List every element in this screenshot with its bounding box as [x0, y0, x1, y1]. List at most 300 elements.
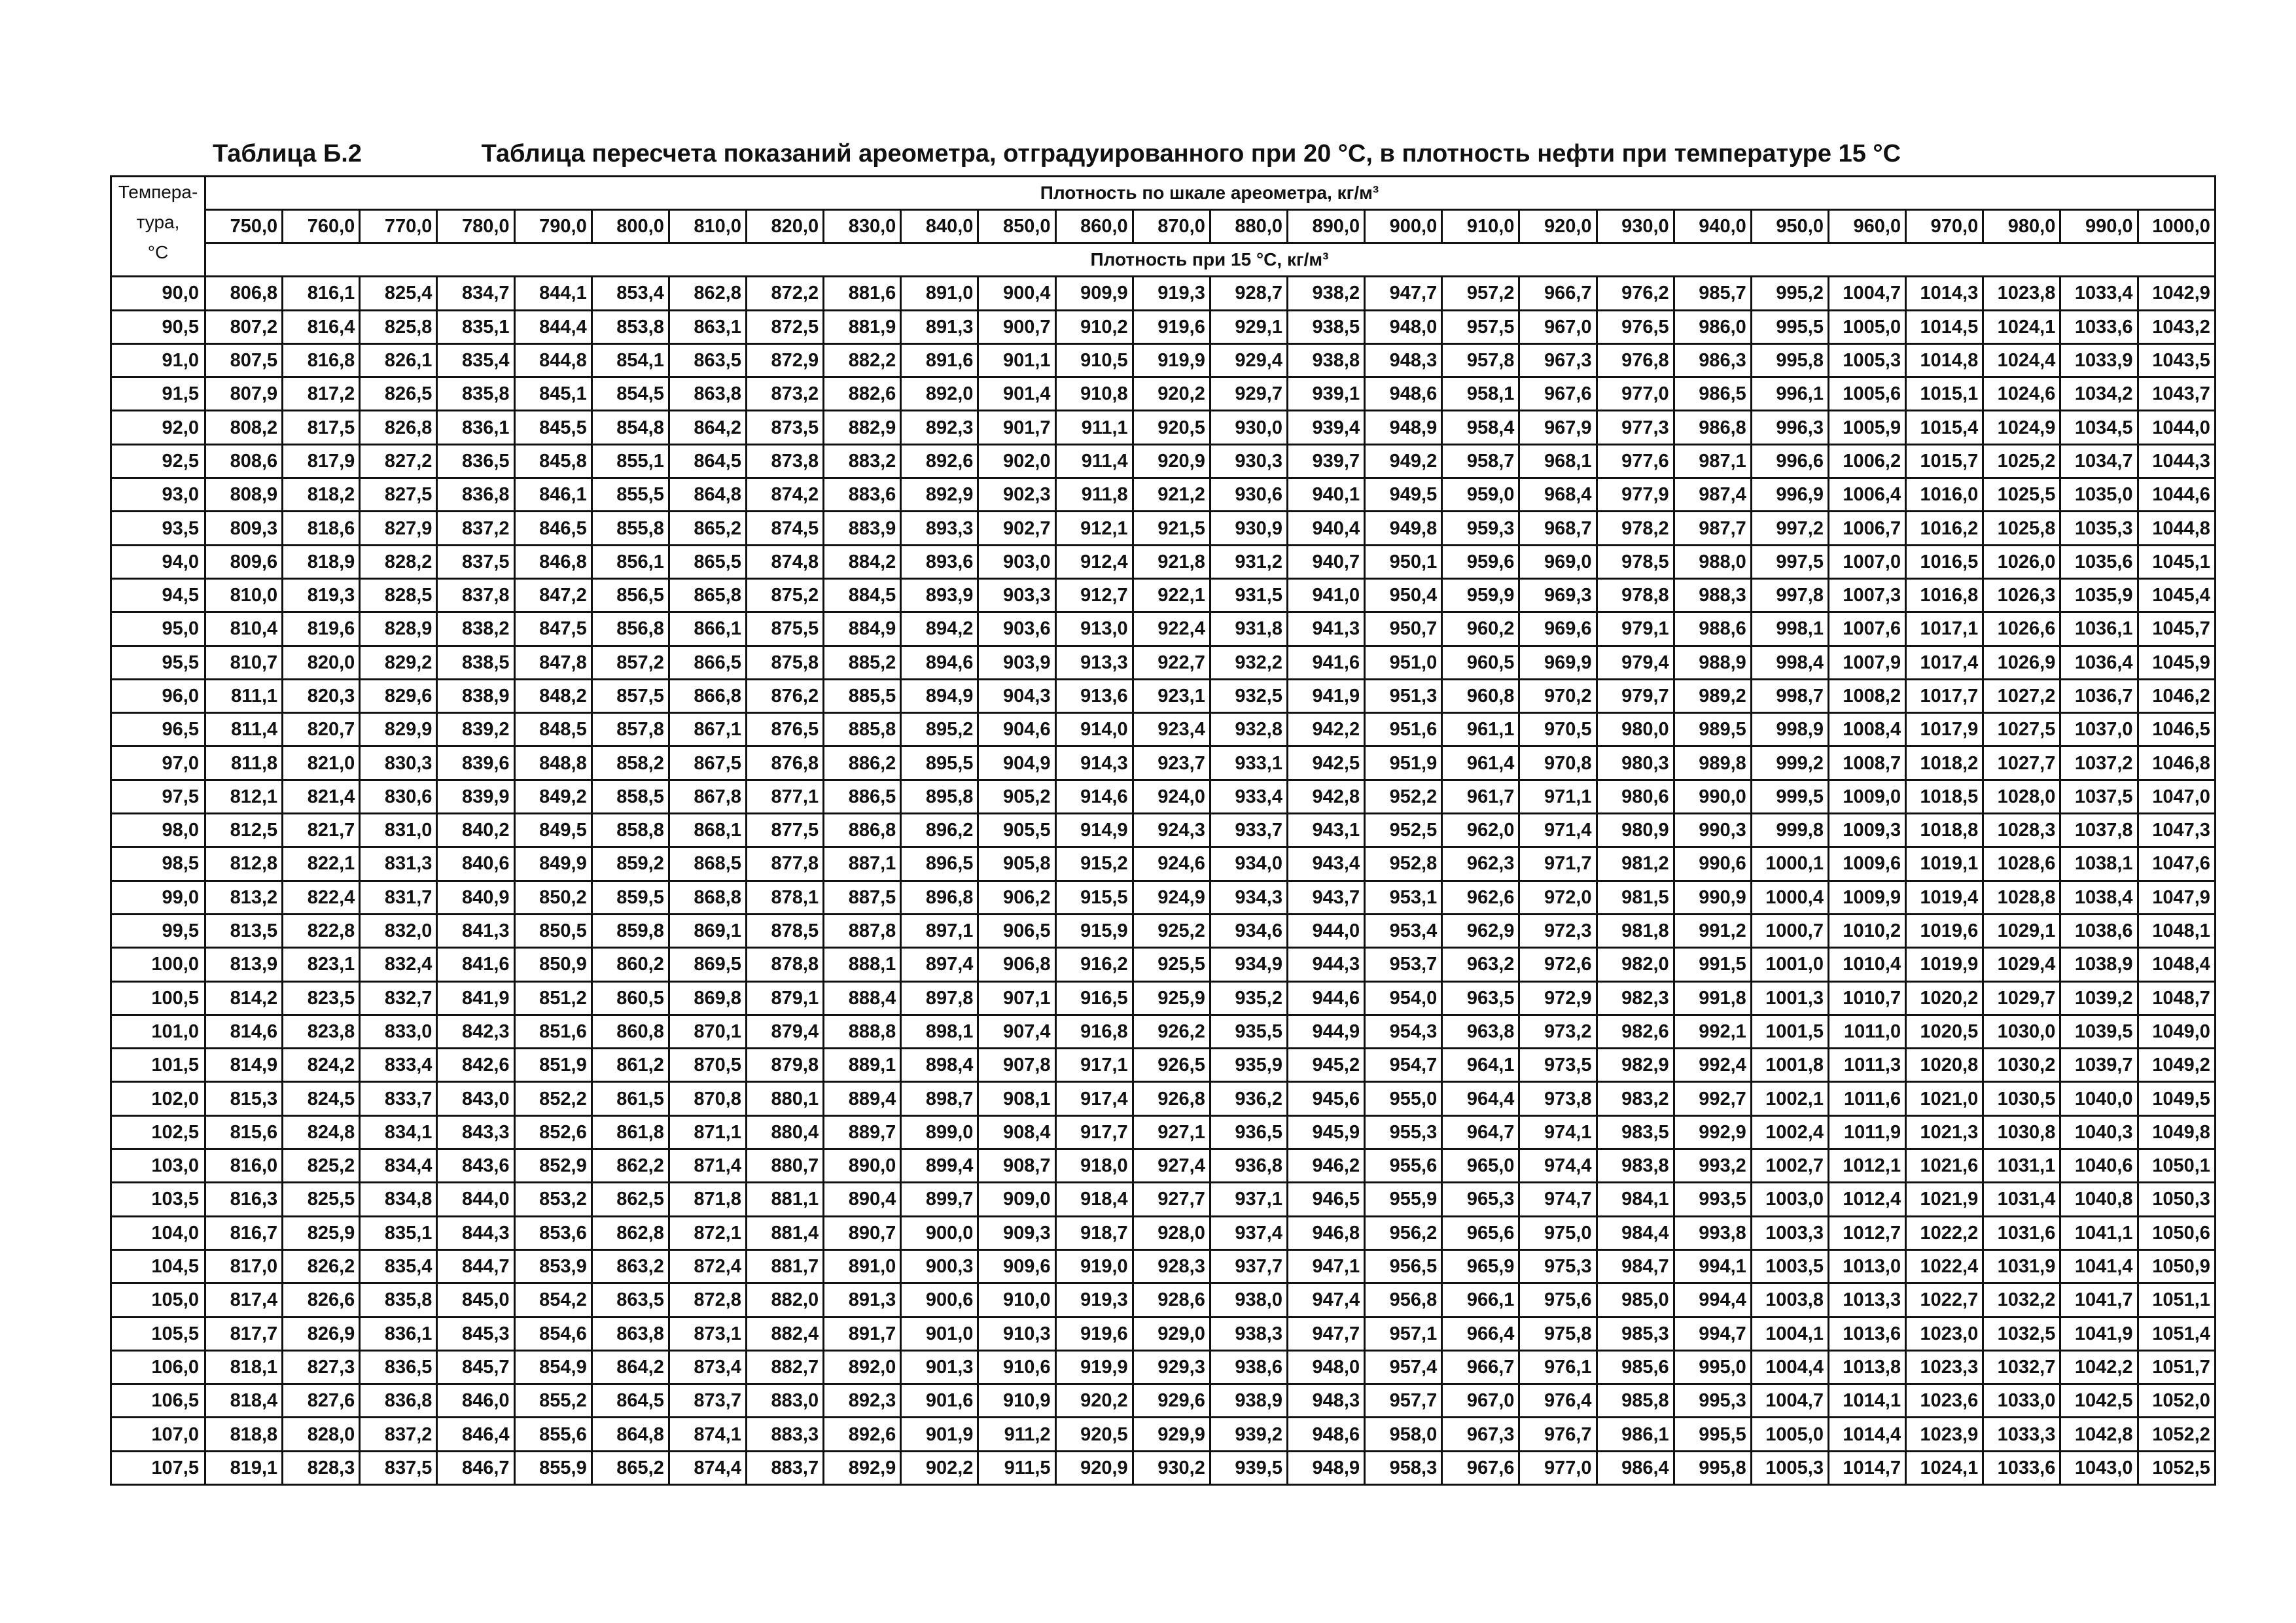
density-cell: 861,8: [592, 1115, 669, 1149]
density-cell: 877,1: [746, 780, 823, 813]
density-cell: 1001,3: [1751, 981, 1828, 1015]
density-cell: 1045,1: [2138, 545, 2215, 578]
density-cell: 1013,8: [1828, 1350, 1905, 1384]
density-cell: 962,0: [1442, 814, 1519, 847]
density-cell: 918,4: [1055, 1183, 1133, 1216]
density-cell: 965,9: [1442, 1249, 1519, 1283]
density-cell: 946,8: [1287, 1216, 1364, 1249]
density-cell: 977,3: [1597, 411, 1674, 444]
density-cell: 845,3: [437, 1317, 514, 1350]
density-cell: 862,5: [592, 1183, 669, 1216]
density-cell: 831,3: [360, 847, 437, 881]
density-cell: 996,6: [1751, 444, 1828, 478]
density-cell: 894,2: [901, 612, 978, 646]
density-cell: 830,3: [360, 746, 437, 780]
density-cell: 1033,6: [2060, 310, 2138, 343]
density-cell: 1048,4: [2138, 948, 2215, 981]
density-cell: 1033,3: [1983, 1418, 2060, 1451]
density-cell: 1050,9: [2138, 1249, 2215, 1283]
hydrometer-column-header: 810,0: [669, 210, 746, 243]
density-cell: 1037,5: [2060, 780, 2138, 813]
density-cell: 957,2: [1442, 277, 1519, 310]
density-cell: 989,2: [1674, 679, 1751, 712]
density-cell: 1014,1: [1828, 1384, 1905, 1418]
hydrometer-column-header: 950,0: [1751, 210, 1828, 243]
density-cell: 835,4: [360, 1249, 437, 1283]
density-cell: 916,8: [1055, 1015, 1133, 1048]
density-cell: 886,5: [824, 780, 901, 813]
density-cell: 1037,8: [2060, 814, 2138, 847]
density-cell: 1004,1: [1751, 1317, 1828, 1350]
density-cell: 988,3: [1674, 578, 1751, 612]
density-cell: 936,2: [1210, 1082, 1287, 1115]
density-cell: 863,1: [669, 310, 746, 343]
density-cell: 920,9: [1055, 1451, 1133, 1484]
density-cell: 1033,6: [1983, 1451, 2060, 1484]
table-title: [213, 140, 2045, 179]
density-cell: 844,1: [514, 277, 592, 310]
density-cell: 1048,7: [2138, 981, 2215, 1015]
density-cell: 1019,1: [1906, 847, 1983, 881]
density-cell: 966,7: [1519, 277, 1597, 310]
density-cell: 1024,6: [1983, 377, 2060, 411]
density-cell: 1003,0: [1751, 1183, 1828, 1216]
density-cell: 987,4: [1674, 478, 1751, 512]
density-cell: 914,3: [1055, 746, 1133, 780]
density-cell: 947,7: [1365, 277, 1442, 310]
density-cell: 974,4: [1519, 1149, 1597, 1183]
density-cell: 1051,1: [2138, 1283, 2215, 1317]
density-cell: 945,6: [1287, 1082, 1364, 1115]
density-cell: 952,8: [1365, 847, 1442, 881]
density-cell: 955,3: [1365, 1115, 1442, 1149]
density-cell: 958,4: [1442, 411, 1519, 444]
density-cell: 891,3: [901, 310, 978, 343]
density-cell: 928,3: [1133, 1249, 1210, 1283]
table-row: [111, 1015, 2216, 1048]
density-cell: 878,5: [746, 914, 823, 947]
density-cell: 833,4: [360, 1049, 437, 1082]
density-cell: 844,3: [437, 1216, 514, 1249]
density-cell: 1041,9: [2060, 1317, 2138, 1350]
density-cell: 860,8: [592, 1015, 669, 1048]
density-cell: 914,0: [1055, 713, 1133, 746]
density-cell: 857,8: [592, 713, 669, 746]
density-cell: 880,4: [746, 1115, 823, 1149]
density-cell: 824,2: [283, 1049, 360, 1082]
density-cell: 845,5: [514, 411, 592, 444]
density-cell: 871,4: [669, 1149, 746, 1183]
density-cell: 812,8: [205, 847, 283, 881]
density-cell: 887,1: [824, 847, 901, 881]
density-cell: 1023,6: [1906, 1384, 1983, 1418]
density-cell: 1047,3: [2138, 814, 2215, 847]
density-cell: 846,4: [437, 1418, 514, 1451]
density-cell: 970,8: [1519, 746, 1597, 780]
density-cell: 948,9: [1365, 411, 1442, 444]
temperature-cell: 96,5: [111, 713, 205, 746]
density-cell: 1007,9: [1828, 646, 1905, 679]
density-cell: 1002,7: [1751, 1149, 1828, 1183]
density-cell: 890,7: [824, 1216, 901, 1249]
density-cell: 994,7: [1674, 1317, 1751, 1350]
density-cell: 996,3: [1751, 411, 1828, 444]
density-cell: 825,4: [360, 277, 437, 310]
density-cell: 1052,2: [2138, 1418, 2215, 1451]
density-cell: 815,6: [205, 1115, 283, 1149]
density-cell: 1020,2: [1906, 981, 1983, 1015]
density-cell: 819,6: [283, 612, 360, 646]
density-cell: 927,1: [1133, 1115, 1210, 1149]
density-cell: 951,9: [1365, 746, 1442, 780]
table-row: [111, 277, 2216, 310]
density-cell: 965,3: [1442, 1183, 1519, 1216]
density-cell: 818,4: [205, 1384, 283, 1418]
density-cell: 1045,7: [2138, 612, 2215, 646]
density-cell: 911,4: [1055, 444, 1133, 478]
density-cell: 1005,6: [1828, 377, 1905, 411]
density-cell: 841,3: [437, 914, 514, 947]
density-cell: 1027,5: [1983, 713, 2060, 746]
density-cell: 915,5: [1055, 881, 1133, 914]
density-cell: 980,0: [1597, 713, 1674, 746]
density-cell: 857,5: [592, 679, 669, 712]
density-cell: 882,9: [824, 411, 901, 444]
density-cell: 884,2: [824, 545, 901, 578]
density-cell: 920,9: [1133, 444, 1210, 478]
density-cell: 902,7: [978, 512, 1055, 545]
density-cell: 1042,9: [2138, 277, 2215, 310]
density-cell: 1037,0: [2060, 713, 2138, 746]
density-cell: 966,7: [1442, 1350, 1519, 1384]
hydrometer-column-header: 990,0: [2060, 210, 2138, 243]
density-cell: 826,6: [283, 1283, 360, 1317]
density-cell: 985,3: [1597, 1317, 1674, 1350]
density-cell: 853,4: [592, 277, 669, 310]
density-cell: 995,3: [1674, 1384, 1751, 1418]
density-cell: 836,5: [437, 444, 514, 478]
density-cell: 903,3: [978, 578, 1055, 612]
density-cell: 835,8: [360, 1283, 437, 1317]
density-cell: 839,9: [437, 780, 514, 813]
density-cell: 1026,0: [1983, 545, 2060, 578]
density-cell: 986,1: [1597, 1418, 1674, 1451]
density-cell: 997,8: [1751, 578, 1828, 612]
density-cell: 998,1: [1751, 612, 1828, 646]
density-cell: 866,5: [669, 646, 746, 679]
density-cell: 1018,2: [1906, 746, 1983, 780]
density-cell: 958,0: [1365, 1418, 1442, 1451]
density-cell: 982,9: [1597, 1049, 1674, 1082]
density-cell: 968,7: [1519, 512, 1597, 545]
density-cell: 983,2: [1597, 1082, 1674, 1115]
density-cell: 1008,2: [1828, 679, 1905, 712]
density-cell: 1030,8: [1983, 1115, 2060, 1149]
temperature-cell: 106,5: [111, 1384, 205, 1418]
density-cell: 951,6: [1365, 713, 1442, 746]
density-cell: 1016,0: [1906, 478, 1983, 512]
density-cell: 882,7: [746, 1350, 823, 1384]
density-cell: 946,2: [1287, 1149, 1364, 1183]
density-cell: 1010,7: [1828, 981, 1905, 1015]
density-cell: 911,5: [978, 1451, 1055, 1484]
density-cell: 915,9: [1055, 914, 1133, 947]
density-cell: 938,3: [1210, 1317, 1287, 1350]
density-cell: 878,1: [746, 881, 823, 914]
density-cell: 841,9: [437, 981, 514, 1015]
density-cell: 948,0: [1287, 1350, 1364, 1384]
density-cell: 825,9: [283, 1216, 360, 1249]
temperature-cell: 102,0: [111, 1082, 205, 1115]
density-cell: 816,0: [205, 1149, 283, 1183]
density-cell: 945,2: [1287, 1049, 1364, 1082]
conversion-table-container: [110, 175, 2214, 1486]
density-cell: 1040,0: [2060, 1082, 2138, 1115]
density-cell: 864,5: [592, 1384, 669, 1418]
density-cell: 846,5: [514, 512, 592, 545]
density-cell: 981,2: [1597, 847, 1674, 881]
density-cell: 921,5: [1133, 512, 1210, 545]
density-cell: 888,4: [824, 981, 901, 1015]
density-cell: 957,1: [1365, 1317, 1442, 1350]
density-cell: 960,8: [1442, 679, 1519, 712]
density-cell: 909,3: [978, 1216, 1055, 1249]
density-cell: 868,8: [669, 881, 746, 914]
density-cell: 1022,2: [1906, 1216, 1983, 1249]
density-cell: 921,8: [1133, 545, 1210, 578]
density-cell: 889,7: [824, 1115, 901, 1149]
density-cell: 985,6: [1597, 1350, 1674, 1384]
density-cell: 1015,1: [1906, 377, 1983, 411]
density-cell: 922,1: [1133, 578, 1210, 612]
temperature-cell: 96,0: [111, 679, 205, 712]
density-cell: 876,8: [746, 746, 823, 780]
density-cell: 966,1: [1442, 1283, 1519, 1317]
density-cell: 874,8: [746, 545, 823, 578]
density-cell: 821,4: [283, 780, 360, 813]
table-row: [111, 1283, 2216, 1317]
density-cell: 958,1: [1442, 377, 1519, 411]
density-cell: 1016,8: [1906, 578, 1983, 612]
temperature-cell: 92,5: [111, 444, 205, 478]
density-cell: 979,4: [1597, 646, 1674, 679]
density-cell: 1049,8: [2138, 1115, 2215, 1149]
density-cell: 1047,0: [2138, 780, 2215, 813]
density-cell: 1046,2: [2138, 679, 2215, 712]
density-cell: 1014,7: [1828, 1451, 1905, 1484]
table-row: [111, 578, 2216, 612]
density-cell: 1050,3: [2138, 1183, 2215, 1216]
density-cell: 836,5: [360, 1350, 437, 1384]
density-cell: 954,3: [1365, 1015, 1442, 1048]
density-cell: 883,6: [824, 478, 901, 512]
density-cell: 869,8: [669, 981, 746, 1015]
density-cell: 835,4: [437, 343, 514, 377]
table-row: [111, 1249, 2216, 1283]
density-cell: 930,6: [1210, 478, 1287, 512]
density-cell: 832,4: [360, 948, 437, 981]
density-cell: 947,1: [1287, 1249, 1364, 1283]
density-cell: 969,0: [1519, 545, 1597, 578]
density-cell: 910,3: [978, 1317, 1055, 1350]
density-cell: 1027,7: [1983, 746, 2060, 780]
density-cell: 1038,9: [2060, 948, 2138, 981]
density-cell: 1000,4: [1751, 881, 1828, 914]
density-cell: 1017,4: [1906, 646, 1983, 679]
density-cell: 880,1: [746, 1082, 823, 1115]
density-cell: 1041,4: [2060, 1249, 2138, 1283]
density-cell: 975,3: [1519, 1249, 1597, 1283]
density-cell: 938,0: [1210, 1283, 1287, 1317]
density-cell: 1005,0: [1751, 1418, 1828, 1451]
density-cell: 1015,4: [1906, 411, 1983, 444]
density-cell: 1026,9: [1983, 646, 2060, 679]
density-cell: 918,0: [1055, 1149, 1133, 1183]
density-cell: 963,5: [1442, 981, 1519, 1015]
density-cell: 1045,9: [2138, 646, 2215, 679]
density-cell: 811,1: [205, 679, 283, 712]
density-cell: 847,5: [514, 612, 592, 646]
density-cell: 899,0: [901, 1115, 978, 1149]
density-cell: 986,0: [1674, 310, 1751, 343]
density-cell: 825,5: [283, 1183, 360, 1216]
density-cell: 907,1: [978, 981, 1055, 1015]
temperature-cell: 91,5: [111, 377, 205, 411]
density-cell: 1001,0: [1751, 948, 1828, 981]
density-cell: 919,3: [1055, 1283, 1133, 1317]
density-cell: 864,2: [669, 411, 746, 444]
density-cell: 933,1: [1210, 746, 1287, 780]
density-cell: 840,9: [437, 881, 514, 914]
density-cell: 1036,1: [2060, 612, 2138, 646]
density-cell: 990,9: [1674, 881, 1751, 914]
density-cell: 873,2: [746, 377, 823, 411]
density-cell: 849,9: [514, 847, 592, 881]
density-cell: 871,1: [669, 1115, 746, 1149]
density-cell: 878,8: [746, 948, 823, 981]
density-cell: 973,8: [1519, 1082, 1597, 1115]
density-cell: 928,7: [1210, 277, 1287, 310]
density-cell: 825,2: [283, 1149, 360, 1183]
temperature-cell: 102,5: [111, 1115, 205, 1149]
temperature-cell: 93,0: [111, 478, 205, 512]
density-cell: 917,7: [1055, 1115, 1133, 1149]
table-row: [111, 914, 2216, 947]
density-cell: 900,4: [978, 277, 1055, 310]
density-cell: 977,6: [1597, 444, 1674, 478]
density-cell: 818,9: [283, 545, 360, 578]
density-cell: 829,6: [360, 679, 437, 712]
density-cell: 867,5: [669, 746, 746, 780]
density-cell: 937,4: [1210, 1216, 1287, 1249]
density-cell: 881,9: [824, 310, 901, 343]
density-cell: 1028,8: [1983, 881, 2060, 914]
density-cell: 855,2: [514, 1384, 592, 1418]
density-cell: 991,2: [1674, 914, 1751, 947]
density-cell: 1016,2: [1906, 512, 1983, 545]
density-cell: 809,3: [205, 512, 283, 545]
density-cell: 1012,7: [1828, 1216, 1905, 1249]
density-cell: 817,0: [205, 1249, 283, 1283]
density-cell: 1046,8: [2138, 746, 2215, 780]
density-cell: 962,3: [1442, 847, 1519, 881]
density-cell: 891,6: [901, 343, 978, 377]
density-cell: 864,8: [669, 478, 746, 512]
density-cell: 824,5: [283, 1082, 360, 1115]
temperature-cell: 107,5: [111, 1451, 205, 1484]
density-cell: 967,0: [1442, 1384, 1519, 1418]
density-cell: 976,2: [1597, 277, 1674, 310]
table-number: Таблица Б.2: [213, 140, 362, 167]
density-cell: 852,9: [514, 1149, 592, 1183]
density-cell: 924,3: [1133, 814, 1210, 847]
density-cell: 824,8: [283, 1115, 360, 1149]
density-cell: 993,5: [1674, 1183, 1751, 1216]
density-cell: 869,5: [669, 948, 746, 981]
density-cell: 1007,6: [1828, 612, 1905, 646]
density-cell: 873,8: [746, 444, 823, 478]
density-cell: 992,4: [1674, 1049, 1751, 1082]
density-cell: 1039,7: [2060, 1049, 2138, 1082]
density-cell: 969,9: [1519, 646, 1597, 679]
density-cell: 875,8: [746, 646, 823, 679]
density-cell: 976,5: [1597, 310, 1674, 343]
density-cell: 814,6: [205, 1015, 283, 1048]
density-cell: 935,5: [1210, 1015, 1287, 1048]
table-row: [111, 814, 2216, 847]
density-cell: 929,3: [1133, 1350, 1210, 1384]
table-row: [111, 377, 2216, 411]
density-cell: 854,1: [592, 343, 669, 377]
density-cell: 905,5: [978, 814, 1055, 847]
density-cell: 1014,3: [1906, 277, 1983, 310]
density-cell: 834,1: [360, 1115, 437, 1149]
density-cell: 1025,2: [1983, 444, 2060, 478]
density-cell: 904,9: [978, 746, 1055, 780]
density-cell: 919,6: [1055, 1317, 1133, 1350]
density-cell: 977,9: [1597, 478, 1674, 512]
density-cell: 810,4: [205, 612, 283, 646]
density-cell: 913,3: [1055, 646, 1133, 679]
density-cell: 820,3: [283, 679, 360, 712]
density-cell: 934,0: [1210, 847, 1287, 881]
density-cell: 981,5: [1597, 881, 1674, 914]
density-cell: 997,2: [1751, 512, 1828, 545]
density-cell: 896,5: [901, 847, 978, 881]
density-cell: 900,7: [978, 310, 1055, 343]
table-row: [111, 1183, 2216, 1216]
density-cell: 872,4: [669, 1249, 746, 1283]
density-cell: 841,6: [437, 948, 514, 981]
density-cell: 826,5: [360, 377, 437, 411]
density-cell: 910,9: [978, 1384, 1055, 1418]
density-cell: 842,3: [437, 1015, 514, 1048]
table-row: [111, 948, 2216, 981]
density-cell: 925,2: [1133, 914, 1210, 947]
density-cell: 922,4: [1133, 612, 1210, 646]
density-cell: 851,6: [514, 1015, 592, 1048]
density-cell: 910,2: [1055, 310, 1133, 343]
density-cell: 995,8: [1674, 1451, 1751, 1484]
hydrometer-column-header: 870,0: [1133, 210, 1210, 243]
density-cell: 1019,6: [1906, 914, 1983, 947]
density-cell: 1020,8: [1906, 1049, 1983, 1082]
density-cell: 882,2: [824, 343, 901, 377]
density-cell: 886,2: [824, 746, 901, 780]
density-cell: 858,8: [592, 814, 669, 847]
density-cell: 875,5: [746, 612, 823, 646]
density-cell: 813,9: [205, 948, 283, 981]
